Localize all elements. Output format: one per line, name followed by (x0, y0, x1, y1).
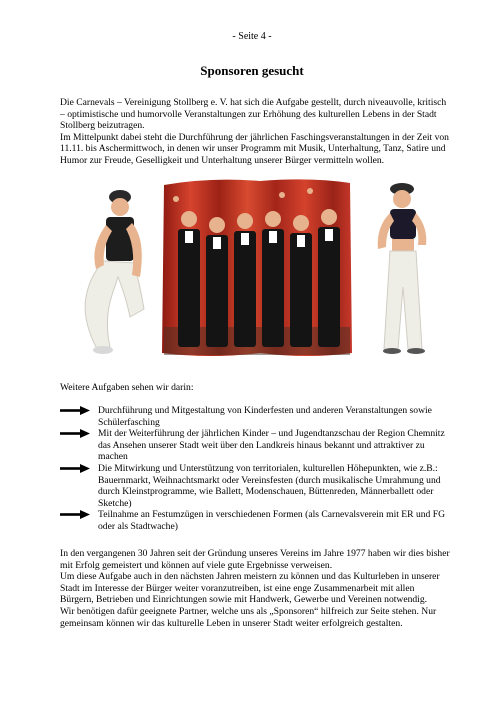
page-number: - Seite 4 - (232, 31, 272, 42)
tasks-heading: Weitere Aufgaben sehen wir darin: (60, 382, 194, 393)
arrow-right-icon (60, 510, 90, 519)
closing-paragraph-3: Wir benötigen dafür geeignete Partner, welche uns als „Sponsoren“ hilfreich zur Seite stehen. Nur gemeinsam können wir das kulturelle Leben in unserer Stadt weiter erfolgreich gestalten. (60, 605, 437, 629)
arrow-right-icon (60, 406, 90, 415)
intro-paragraph-2: Im Mittelpunkt dabei steht die Durchführung der jährlichen Faschingsveranstaltungen in der Zeit von 11.11. bis Aschermittwoch, in denen wir unser Programm mit Musik, Unterhaltung, Tanz, Satire und Humor zur Freude, Geselligkeit und Unterhaltung unserer Bürger vermitteln wollen. (60, 131, 449, 166)
closing-paragraph-1: In den vergangenen 30 Jahren seit der Gründung unseres Vereins im Jahre 1977 haben wir dies bisher mit Erfolg gemeistert und können auf viele gute Ergebnisse verweisen. (60, 548, 450, 571)
task-item (60, 509, 452, 532)
photo-male-ballet (162, 179, 352, 356)
photo-dancer-left (85, 190, 144, 354)
task-text: Mit der Weiterführung der jährlichen Kinder – und Jugendtanzschau der Region Chemnitz das Ansehen unserer Stadt weit über den Landkreis hinaus bekannt und attraktiver zu machen (98, 428, 445, 463)
tasks-list (60, 405, 452, 533)
intro-paragraph-1: Die Carnevals – Vereinigung Stollberg e. V. hat sich die Aufgabe gestellt, durch niveauvolle, kritisch – optimistische und humorvolle Veranstaltungen zur Erhöhung des kulturellen Lebens in der Stadt Stollberg beizutragen. (60, 97, 447, 132)
page-title: Sponsoren gesucht (200, 63, 304, 78)
arrow-right-icon (60, 429, 90, 438)
task-text: Durchführung und Mitgestaltung von Kinderfesten und anderen Veranstaltungen sowie Schülerfasching (98, 405, 432, 428)
arrow-right-icon (60, 464, 90, 473)
photo-dancer-right (378, 183, 427, 354)
intro-text (60, 97, 450, 167)
task-item (60, 405, 452, 428)
closing-text (60, 548, 450, 629)
photo-group (60, 177, 452, 363)
closing-paragraph-2: Um diese Aufgabe auch in den nächsten Jahren meistern zu können und das Kulturleben in unserer Stadt im Interesse der Bürger weiter voranzutreiben, ist eine enge Zusammenarbeit mit allen Bürgern, Betrieben und Einrichtungen sowie mit Handwerk, Gewerbe und Vereinen notwendig. (60, 571, 440, 606)
task-item (60, 463, 452, 509)
task-text: Teilnahme an Festumzügen in verschiedenen Formen (als Carnevalsverein mit ER und FG oder als Stadtwache) (98, 509, 446, 532)
task-item (60, 428, 452, 463)
task-text: Die Mitwirkung und Unterstützung von territorialen, kulturellen Höhepunkten, wie z.B.: Bauernmarkt, Weihnachtsmarkt oder Vereinsfesten (durch musikalische Umrahmung und durch Kleinstprogramme, wie Ballett, Modenschauen, Büttenreden, Männerballett oder Sketche) (98, 462, 441, 509)
